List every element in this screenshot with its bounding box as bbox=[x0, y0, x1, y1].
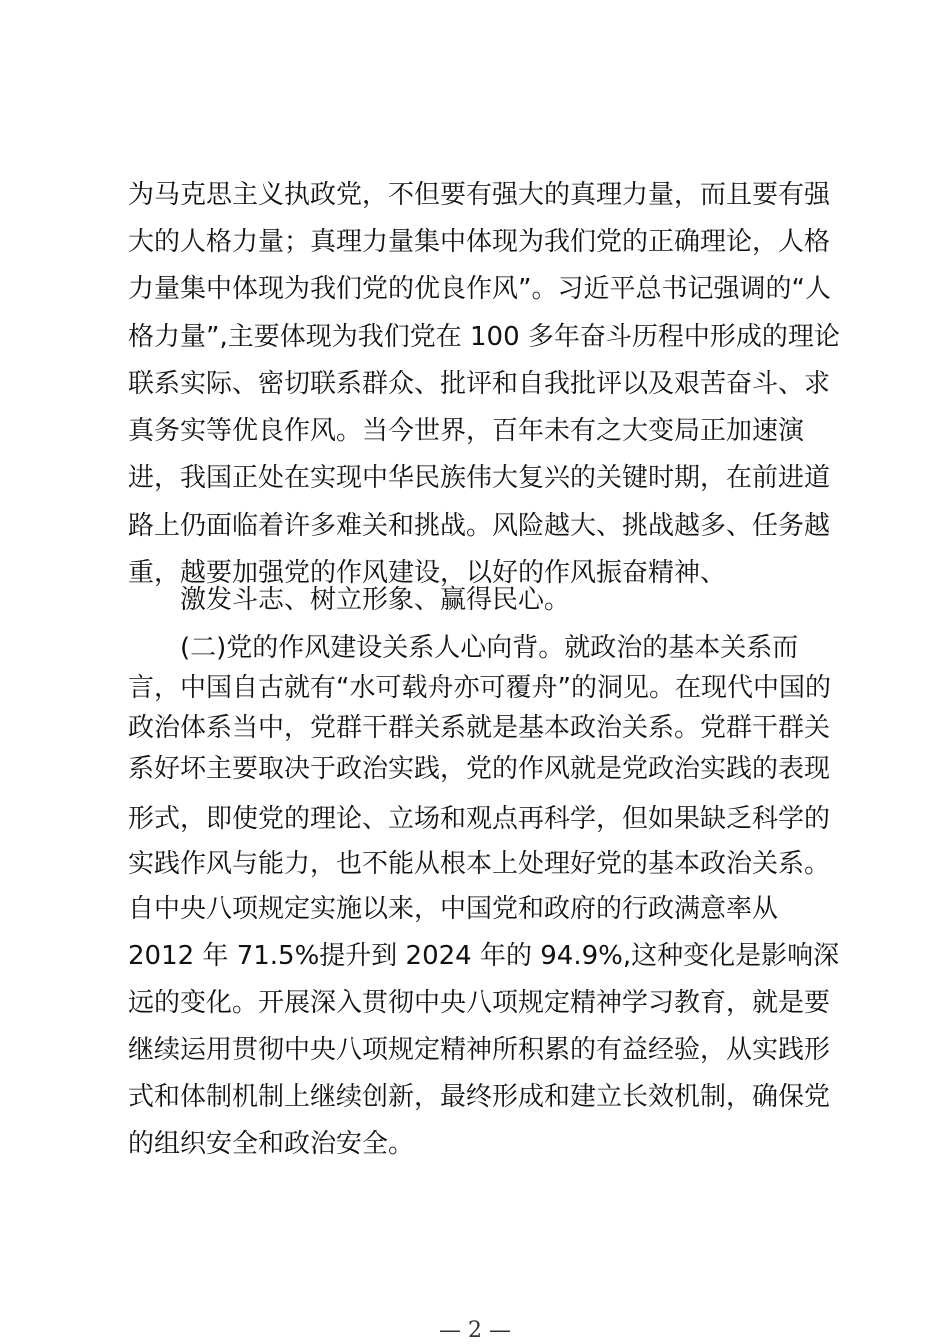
text-line-20: 继续运用贯彻中央八项规定精神所积累的有益经验，从实践形 bbox=[128, 1035, 831, 1065]
text-line-21: 式和体制机制上继续创新，最终形成和建立长效机制，确保党 bbox=[128, 1082, 831, 1112]
text-line-15: 形式，即使党的理论、立场和观点再科学，但如果缺乏科学的 bbox=[128, 804, 831, 834]
page-number: — 2 — bbox=[439, 1318, 511, 1343]
text-line-10: 激发斗志、树立形象、赢得民心。 bbox=[180, 585, 571, 615]
text-line-2: 大的人格力量；真理力量集中体现为我们党的正确理论，人格 bbox=[128, 227, 831, 257]
text-line-12: 言，中国自古就有“水可载舟亦可覆舟”的洞见。在现代中国的 bbox=[128, 673, 831, 703]
text-line-1: 为马克思主义执政党，不但要有强大的真理力量，而且要有强 bbox=[128, 180, 831, 210]
text-line-18: 2012 年 71.5%提升到 2024 年的 94.9%,这种变化是影响深 bbox=[128, 941, 840, 971]
text-line-9: 重，越要加强党的作风建设，以好的作风振奋精神、 bbox=[128, 558, 727, 588]
section-heading-line: (二)党的作风建设关系人心向背。就政治的基本关系而 bbox=[180, 633, 799, 663]
text-line-14: 系好坏主要取决于政治实践，党的作风就是党政治实践的表现 bbox=[128, 754, 831, 784]
text-line-19: 远的变化。开展深入贯彻中央八项规定精神学习教育，就是要 bbox=[128, 988, 831, 1018]
text-line-5: 联系实际、密切联系群众、批评和自我批评以及艰苦奋斗、求 bbox=[128, 369, 831, 399]
text-line-16: 实践作风与能力，也不能从根本上处理好党的基本政治关系。 bbox=[128, 849, 831, 879]
text-line-7: 进，我国正处在实现中华民族伟大复兴的关键时期，在前进道 bbox=[128, 463, 831, 493]
text-line-22: 的组织安全和政治安全。 bbox=[128, 1129, 415, 1159]
text-line-13: 政治体系当中，党群干群关系就是基本政治关系。党群干群关 bbox=[128, 713, 831, 743]
text-line-8: 路上仍面临着许多难关和挑战。风险越大、挑战越多、任务越 bbox=[128, 511, 831, 541]
text-line-17: 自中央八项规定实施以来，中国党和政府的行政满意率从 bbox=[128, 894, 779, 924]
text-line-4: 格力量”,主要体现为我们党在 100 多年奋斗历程中形成的理论 bbox=[128, 322, 840, 352]
text-line-6: 真务实等优良作风。当今世界，百年未有之大变局正加速演 bbox=[128, 416, 805, 446]
text-line-3: 力量集中体现为我们党的优良作风”。习近平总书记强调的“人 bbox=[128, 274, 831, 304]
